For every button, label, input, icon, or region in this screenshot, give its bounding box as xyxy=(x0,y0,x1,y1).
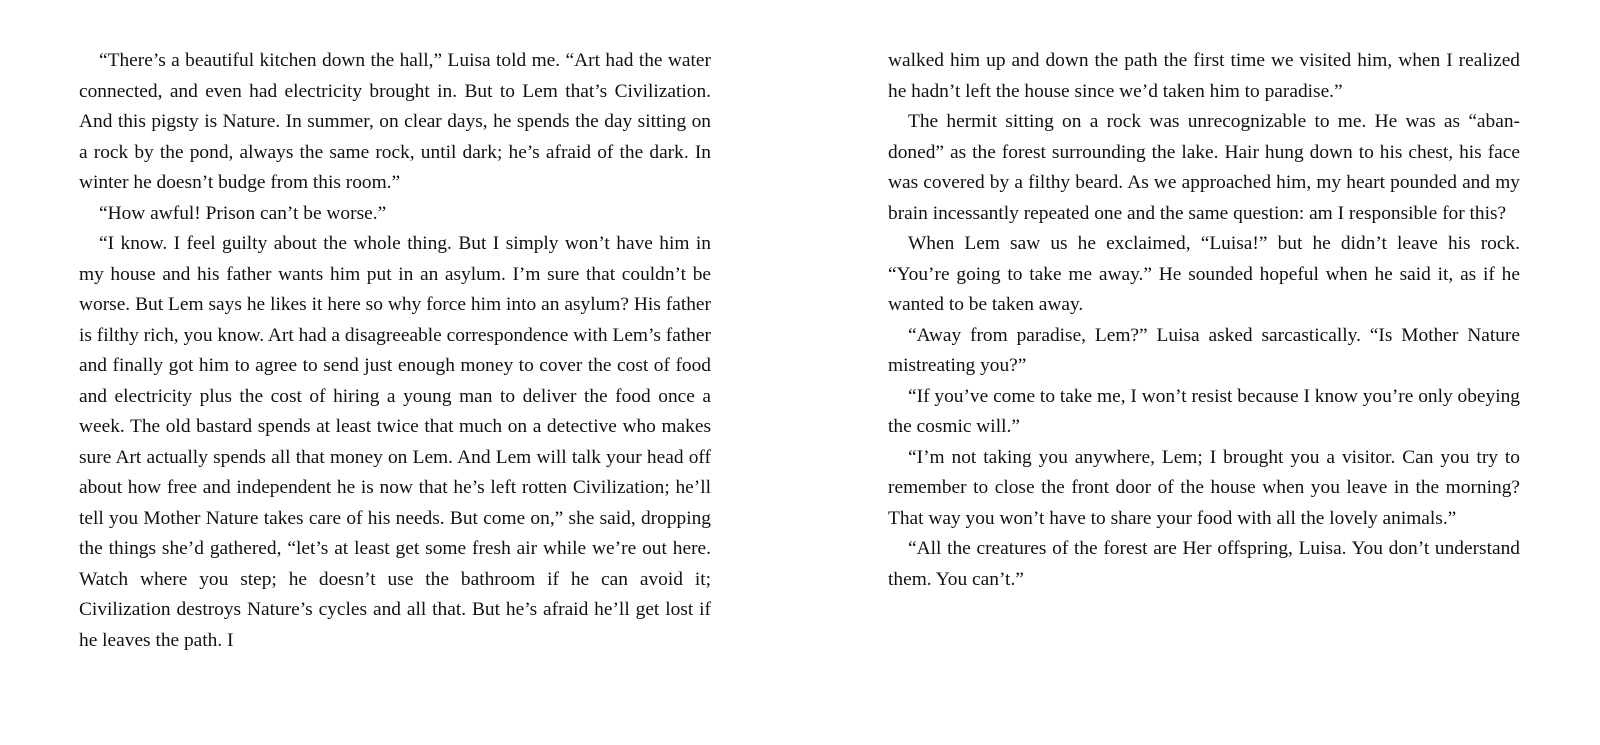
right-continuation-paragraph: walked him up and down the path the first time we visited him, when I realized he hadn’t left the house since we’d taken him to paradise.” xyxy=(888,50,1520,102)
left-page xyxy=(79,46,711,656)
right-paragraph-1: The hermit sitting on a rock was unrecognizable to me. He was as “abandoned” as the forest surrounding the lake. Hair hung down to his chest, his face was covered by a filthy beard. As we approached him, my heart pounded and my brain incessantly repeated one and the same question: am I responsible for this? xyxy=(888,111,1520,224)
right-paragraph-5: “I’m not taking you anywhere, Lem; I brought you a visitor. Can you try to remember to close the front door of the house when you leave in the morning? That way you won’t have to share your food with all the lovely animals.” xyxy=(888,446,1520,529)
right-paragraph-4: “If you’ve come to take me, I won’t resist because I know you’re only obeying the cosmic will.” xyxy=(888,385,1520,437)
right-page xyxy=(888,46,1520,595)
right-paragraph-6: “All the creatures of the forest are Her offspring, Luisa. You don’t understand them. You can’t.” xyxy=(888,538,1520,590)
left-paragraph-3: “I know. I feel guilty about the whole thing. But I simply won’t have him in my house and his father wants him put in an asylum. I’m sure that couldn’t be worse. But Lem says he likes it here so why force him into an asylum? His father is filthy rich, you know. Art had a disagreeable correspondence with Lem’s father and finally got him to agree to send just enough money to cover the cost of food and electricity plus the cost of hiring a young man to deliver the food once a week. The old bastard spends at least twice that much on a detective who makes sure Art actually spends all that money on Lem. And Lem will talk your head off about how free and independent he is now that he’s left rotten Civilization; he’ll tell you Mother Nature takes care of his needs. But come on,” she said, dropping the things she’d gathered, “let’s at least get some fresh air while we’re out here. Watch where you step; he doesn’t use the bathroom if he can avoid it; Civilization destroys Nature’s cycles and all that. But he’s afraid he’ll get lost if he leaves the path. I xyxy=(79,233,711,651)
right-paragraph-3: “Away from paradise, Lem?” Luisa asked sarcastically. “Is Mother Nature mistreating you?” xyxy=(888,324,1520,376)
left-paragraph-2: “How awful! Prison can’t be worse.” xyxy=(99,202,387,224)
right-paragraph-2: When Lem saw us he exclaimed, “Luisa!” but he didn’t leave his rock. “You’re going to take me away.” He sounded hopeful when he said it, as if he wanted to be taken away. xyxy=(888,233,1520,315)
left-paragraph-1: “There’s a beautiful kitchen down the hall,” Luisa told me. “Art had the water connected, and even had electricity brought in. But to Lem that’s Civilization. And this pigsty is Nature. In summer, on clear days, he spends the day sitting on a rock by the pond, always the same rock, until dark; he’s afraid of the dark. In winter he doesn’t budge from this room.” xyxy=(79,50,711,193)
